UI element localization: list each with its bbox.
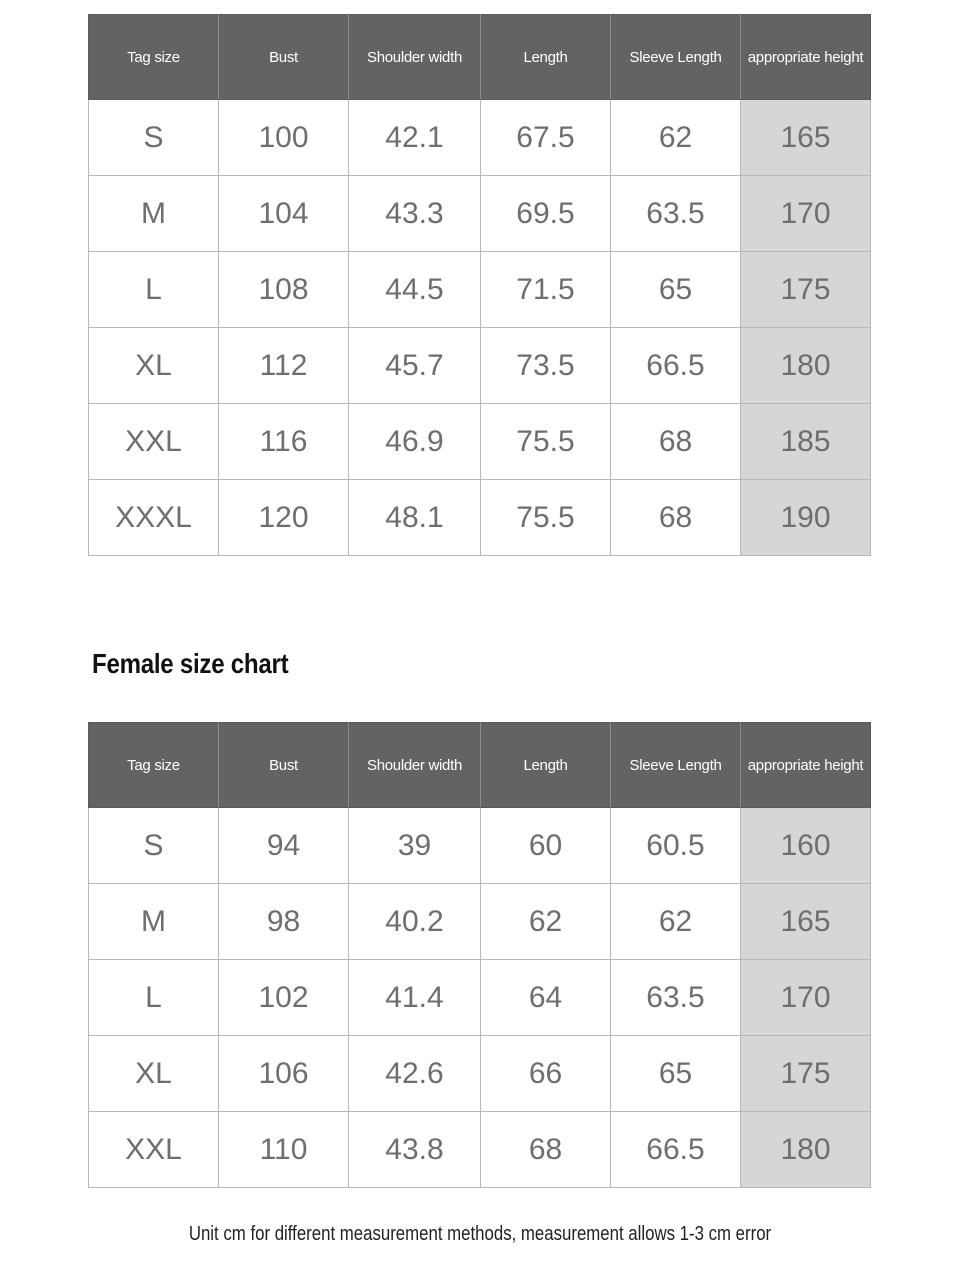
female-size-chart-title: Female size chart [92,648,289,679]
measurement-cell: 60 [481,808,611,884]
measurement-cell: 40.2 [349,884,481,960]
height-cell: 175 [741,252,871,328]
measurement-cell: 42.1 [349,100,481,176]
measurement-cell: 120 [219,480,349,556]
height-cell: 180 [741,1112,871,1188]
measurement-cell: 63.5 [611,176,741,252]
column-header: Length [481,723,611,808]
column-header: Shoulder width [349,15,481,100]
column-header: Length [481,15,611,100]
measurement-cell: 39 [349,808,481,884]
table-row [89,1112,871,1188]
header-row [89,723,871,808]
tag-size-cell: XXL [89,1112,219,1188]
height-cell: 190 [741,480,871,556]
measurement-cell: 98 [219,884,349,960]
measurement-cell: 112 [219,328,349,404]
female-size-table [88,722,871,1188]
male-size-table [88,14,871,556]
table-row [89,252,871,328]
tag-size-cell: XXXL [89,480,219,556]
measurement-cell: 104 [219,176,349,252]
measurement-cell: 44.5 [349,252,481,328]
measurement-cell: 110 [219,1112,349,1188]
measurement-cell: 116 [219,404,349,480]
column-header: Sleeve Length [611,15,741,100]
column-header: Sleeve Length [611,723,741,808]
measurement-cell: 73.5 [481,328,611,404]
tag-size-cell: L [89,252,219,328]
measurement-cell: 106 [219,1036,349,1112]
table-row [89,100,871,176]
measurement-cell: 69.5 [481,176,611,252]
tag-size-cell: M [89,884,219,960]
measurement-cell: 62 [481,884,611,960]
height-cell: 160 [741,808,871,884]
measurement-cell: 46.9 [349,404,481,480]
column-header: appropriate height [741,723,871,808]
table-row [89,480,871,556]
measurement-cell: 68 [481,1112,611,1188]
tag-size-cell: S [89,100,219,176]
column-header: Tag size [89,15,219,100]
height-cell: 165 [741,100,871,176]
measurement-cell: 68 [611,480,741,556]
measurement-cell: 48.1 [349,480,481,556]
measurement-cell: 102 [219,960,349,1036]
table-row [89,404,871,480]
measurement-cell: 62 [611,100,741,176]
measurement-cell: 66.5 [611,328,741,404]
height-cell: 170 [741,176,871,252]
table-row [89,884,871,960]
measurement-cell: 67.5 [481,100,611,176]
header-row [89,15,871,100]
measurement-cell: 75.5 [481,404,611,480]
measurement-cell: 65 [611,1036,741,1112]
table-row [89,176,871,252]
measurement-footnote: Unit cm for different measurement methods, measurement allows 1-3 cm error [188,1223,772,1245]
female-table-header [89,723,871,808]
table-row [89,328,871,404]
measurement-cell: 45.7 [349,328,481,404]
male-table-body [89,100,871,556]
table-row [89,1036,871,1112]
column-header: Shoulder width [349,723,481,808]
measurement-cell: 66.5 [611,1112,741,1188]
height-cell: 185 [741,404,871,480]
measurement-cell: 64 [481,960,611,1036]
height-cell: 165 [741,884,871,960]
measurement-cell: 43.8 [349,1112,481,1188]
measurement-cell: 42.6 [349,1036,481,1112]
measurement-cell: 65 [611,252,741,328]
tag-size-cell: L [89,960,219,1036]
tag-size-cell: XL [89,1036,219,1112]
measurement-cell: 68 [611,404,741,480]
column-header: Bust [219,15,349,100]
column-header: Bust [219,723,349,808]
tag-size-cell: XL [89,328,219,404]
measurement-cell: 75.5 [481,480,611,556]
measurement-cell: 62 [611,884,741,960]
tag-size-cell: S [89,808,219,884]
column-header: Tag size [89,723,219,808]
tag-size-cell: M [89,176,219,252]
measurement-cell: 66 [481,1036,611,1112]
height-cell: 170 [741,960,871,1036]
table-row [89,808,871,884]
column-header: appropriate height [741,15,871,100]
measurement-cell: 108 [219,252,349,328]
measurement-cell: 94 [219,808,349,884]
measurement-cell: 41.4 [349,960,481,1036]
measurement-cell: 71.5 [481,252,611,328]
height-cell: 175 [741,1036,871,1112]
measurement-cell: 60.5 [611,808,741,884]
height-cell: 180 [741,328,871,404]
measurement-cell: 43.3 [349,176,481,252]
measurement-cell: 100 [219,100,349,176]
male-table-header [89,15,871,100]
measurement-cell: 63.5 [611,960,741,1036]
table-row [89,960,871,1036]
female-table-body [89,808,871,1188]
tag-size-cell: XXL [89,404,219,480]
